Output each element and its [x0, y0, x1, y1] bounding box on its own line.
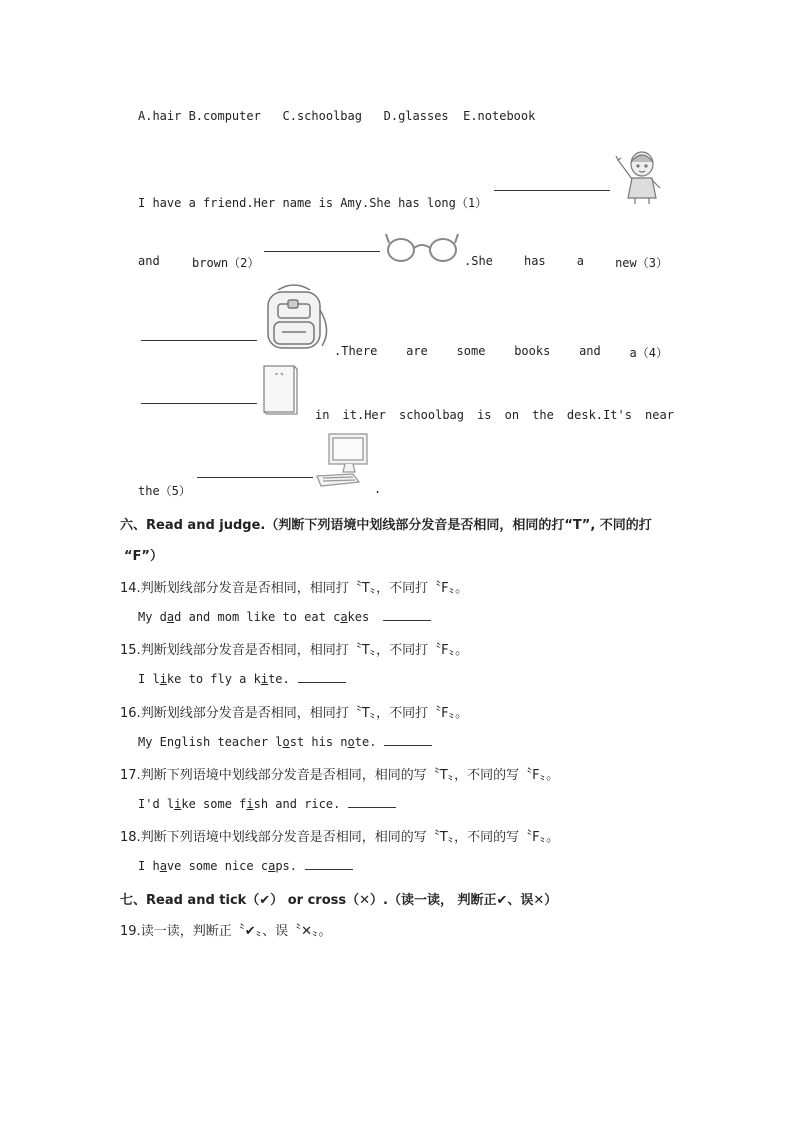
question-14-instruction — [120, 577, 468, 596]
question-14-sentence — [138, 610, 431, 624]
underlined-letter: i — [246, 797, 254, 811]
underlined-letter: a — [159, 859, 167, 873]
passage-word: books — [514, 344, 551, 358]
passage-word: schoolbag — [398, 408, 464, 422]
sentence-part: te. — [268, 672, 290, 686]
passage-word: new（3） — [615, 256, 668, 270]
sentence-part: kes — [347, 610, 370, 624]
sentence-part: I h — [138, 859, 160, 873]
passage-word: has — [523, 254, 546, 268]
question-17-sentence — [138, 797, 396, 811]
question-number: 18. — [120, 830, 141, 845]
passage-word: .There — [334, 344, 378, 358]
underlined-letter: i — [174, 797, 182, 811]
sentence-part: ve some nice c — [166, 859, 269, 873]
sentence-part: ke some f — [181, 797, 247, 811]
passage-word: a — [576, 254, 584, 268]
underlined-letter: a — [268, 859, 276, 873]
answer-blank-14[interactable] — [383, 620, 431, 621]
glasses-picture — [384, 228, 460, 266]
answer-blank-5[interactable] — [197, 477, 313, 478]
passage-word: some — [456, 344, 486, 358]
passage-word: brown（2） — [192, 256, 260, 270]
sentence-part: te. — [354, 735, 377, 749]
section-6-heading-cont: “F”） — [124, 549, 163, 564]
instruction-text: 判断划线部分发音是否相同，相同打〝T〟，不同打〝F〟。 — [140, 581, 469, 596]
passage-line-2-tail — [464, 254, 668, 271]
question-18-sentence — [138, 859, 353, 873]
answer-blank-17[interactable] — [348, 807, 396, 808]
instruction-text: 判断下列语境中划线部分发音是否相同，相同的写〝T〟，不同的写〝F〟。 — [140, 830, 560, 845]
question-15-sentence — [138, 672, 346, 686]
passage-word: and — [579, 344, 601, 358]
question-number: 17. — [120, 768, 141, 783]
sentence-part: I l — [138, 672, 160, 686]
underlined-letter: o — [282, 735, 290, 749]
passage-word: a（4） — [629, 346, 668, 360]
answer-blank-1[interactable] — [494, 190, 610, 191]
underlined-letter: o — [347, 735, 355, 749]
answer-blank-18[interactable] — [305, 869, 353, 870]
passage-line-5-end: . — [374, 482, 382, 496]
computer-picture — [313, 430, 375, 490]
question-15-instruction — [120, 639, 468, 658]
underlined-letter: i — [159, 672, 167, 686]
underlined-letter: a — [166, 610, 175, 624]
question-18-instruction — [120, 826, 559, 845]
sentence-part: ke to fly a k — [166, 672, 261, 686]
passage-word: near — [645, 408, 674, 422]
question-17-instruction — [120, 764, 559, 783]
section-7-heading: 七、Read and tick（✔） or cross（✕）.（读一读， 判断正✔、误✕） — [120, 893, 558, 908]
passage-line-4 — [315, 408, 674, 422]
underlined-letter: a — [340, 610, 348, 624]
passage-word: are — [406, 344, 428, 358]
sentence-part: I'd l — [138, 797, 175, 811]
question-16-sentence — [138, 735, 432, 749]
passage-word: on — [504, 408, 520, 422]
word-bank: A.hair B.computer C.schoolbag D.glasses E.notebook — [138, 109, 536, 123]
sentence-part: My English teacher l — [138, 735, 283, 749]
passage-word: and — [138, 254, 160, 268]
passage-line-1: I have a friend.Her name is Amy.She has long（1） — [138, 196, 488, 210]
passage-word: the — [532, 408, 554, 422]
sentence-part: ps. — [275, 859, 297, 873]
question-number: 16. — [120, 706, 141, 721]
answer-blank-15[interactable] — [298, 682, 346, 683]
passage-line-3 — [334, 344, 668, 361]
notebook-picture — [260, 362, 300, 416]
question-number: 19. — [120, 924, 141, 939]
passage-word: in — [315, 408, 330, 422]
passage-line-5: the（5） — [138, 484, 191, 498]
instruction-text: 判断划线部分发音是否相同，相同打〝T〟，不同打〝F〟。 — [140, 643, 469, 658]
passage-word: it.Her — [342, 408, 386, 422]
passage-word: desk.It's — [566, 408, 632, 422]
sentence-part: My d — [138, 610, 167, 624]
girl-picture — [608, 146, 670, 206]
instruction-text: 判断划线部分发音是否相同，相同打〝T〟，不同打〝F〟。 — [140, 706, 469, 721]
question-number: 15. — [120, 643, 141, 658]
sentence-part: d and mom like to eat c — [174, 610, 341, 624]
instruction-text: 判断下列语境中划线部分发音是否相同，相同的写〝T〟，不同的写〝F〟。 — [140, 768, 560, 783]
instruction-text: 读一读，判断正〝✔〟、误〝✕〟。 — [140, 924, 332, 939]
section-6-heading: 六、Read and judge.（判断下列语境中划线部分发音是否相同，相同的打“T”, 不同的打 — [120, 518, 652, 533]
passage-word: is — [477, 408, 492, 422]
question-19-instruction — [120, 920, 331, 939]
answer-blank-2[interactable] — [264, 251, 380, 252]
sentence-part: st his n — [289, 735, 348, 749]
sentence-part: sh and rice. — [253, 797, 341, 811]
schoolbag-picture — [258, 280, 334, 354]
underlined-letter: i — [260, 672, 269, 686]
question-16-instruction — [120, 702, 468, 721]
question-number: 14. — [120, 581, 141, 596]
answer-blank-16[interactable] — [384, 745, 432, 746]
answer-blank-3[interactable] — [141, 340, 257, 341]
answer-blank-4[interactable] — [141, 403, 257, 404]
passage-word: .She — [464, 254, 493, 268]
